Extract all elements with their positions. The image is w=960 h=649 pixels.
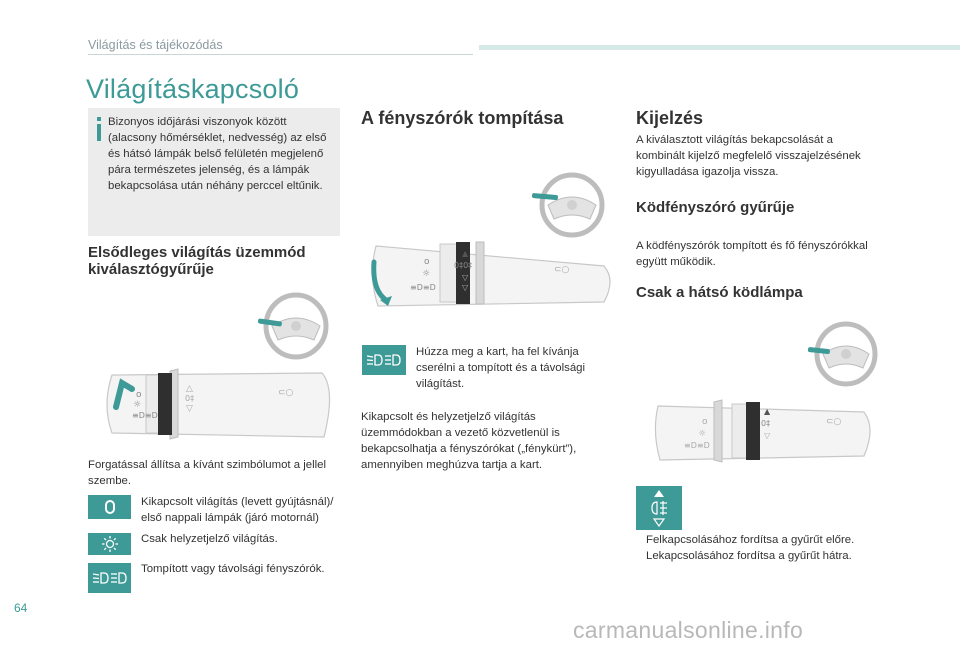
display-text: A kiválasztott világítás bekapcsolását a kombinált kijelző megfelelő visszajelzésének kigyulladása igazolja vissza. (636, 134, 861, 178)
svg-text:0‡: 0‡ (761, 419, 771, 428)
header-divider (88, 54, 473, 55)
rear-fog-bullet-off: Lekapcsolásához fordítsa a gyűrűt hátra. (646, 550, 852, 562)
steering-wheel-illustration (258, 292, 330, 362)
svg-text:≡D≡D: ≡D≡D (132, 411, 158, 420)
steering-wheel-illustration-2 (532, 172, 606, 240)
svg-text:▽: ▽ (764, 431, 771, 440)
dipped-main-beam-icon (88, 563, 131, 593)
rear-fog-bullet-on: Felkapcsolásához fordítsa a gyűrűt előre. (646, 534, 855, 546)
dipped-main-beam-text: Tompított vagy távolsági fényszórók. (141, 563, 325, 575)
pull-stalk-text: Húzza meg a kart, ha fel kívánja cserélni a tompított és a távolsági világítást. (416, 346, 586, 390)
svg-text:0‡0‡: 0‡0‡ (454, 261, 473, 270)
sidelights-text: Csak helyzetjelző világítás. (141, 533, 278, 545)
rear-fog-icon (636, 486, 682, 530)
svg-text:0‡: 0‡ (185, 394, 195, 403)
fog-ring-heading: Ködfényszóró gyűrűje (636, 199, 795, 216)
svg-text:o: o (424, 257, 430, 267)
watermark: carmanualsonline.info (573, 617, 804, 643)
steering-wheel-illustration-3 (806, 320, 878, 390)
headlamp-flash-text: Kikapcsolt és helyzetjelző világítás üzemmódokban a vezető közvetlenül is bekapcsolhatja a fényszórókat („fénykürt”), amennyiben meghúzva tartja a kart. (361, 411, 577, 471)
svg-text:▲: ▲ (462, 249, 469, 258)
info-text: Bizonyos időjárási viszonyok között (alacsony hőmérséklet, nedvesség) az első és hátsó lámpák belső felületén megjelenő pára természetes jelenség, és a lámpák bekapcsolása után néhány perccel eltűnik. (108, 116, 327, 192)
svg-text:⊂○: ⊂○ (826, 417, 842, 427)
section-header: Világítás és tájékozódás (88, 38, 223, 52)
sidelights-icon (88, 533, 131, 555)
svg-text:▽: ▽ (462, 273, 469, 282)
svg-text:☼: ☼ (422, 269, 431, 279)
dipping-headlamps-heading: A fényszórók tompítása (361, 108, 564, 128)
rear-fog-heading: Csak a hátsó ködlámpa (636, 284, 803, 301)
rear-fog-bullets (636, 532, 896, 564)
svg-text:≡D≡D: ≡D≡D (410, 283, 436, 292)
svg-text:o: o (702, 417, 708, 427)
lighting-stalk-illustration (92, 367, 338, 441)
page-title: Világításkapcsoló (86, 74, 300, 104)
svg-text:△: △ (186, 384, 193, 394)
svg-text:☼: ☼ (698, 429, 707, 439)
display-heading: Kijelzés (636, 108, 704, 128)
svg-text:▽: ▽ (462, 283, 469, 292)
info-icon (94, 117, 104, 141)
svg-text:≡D≡D: ≡D≡D (684, 441, 710, 450)
dipped-main-beam-icon-2 (362, 345, 406, 375)
svg-text:⊂○: ⊂○ (554, 265, 570, 275)
page-number: 64 (14, 601, 28, 615)
rear-fog-stalk-illustration (650, 398, 878, 464)
header-accent-bar (479, 45, 960, 50)
svg-text:⊂○: ⊂○ (278, 388, 294, 398)
off-symbol-text: Kikapcsolt világítás (levett gyújtásnál)/ első nappali lámpák (járó motornál) (141, 496, 334, 524)
off-symbol-icon (88, 495, 131, 519)
svg-text:▽: ▽ (186, 404, 193, 414)
dipping-stalk-illustration (364, 240, 618, 308)
svg-text:o: o (136, 390, 142, 400)
fog-ring-text: A ködfényszórók tompított és fő fényszórókkal együtt működik. (636, 240, 868, 268)
col1-intro: Forgatással állítsa a kívánt szimbólumot a jellel szembe. (88, 459, 327, 487)
svg-text:☼: ☼ (133, 400, 142, 410)
primary-lighting-heading: Elsődleges világítás üzemmód kiválasztógyűrűje (88, 244, 306, 278)
svg-text:▲: ▲ (764, 407, 771, 416)
